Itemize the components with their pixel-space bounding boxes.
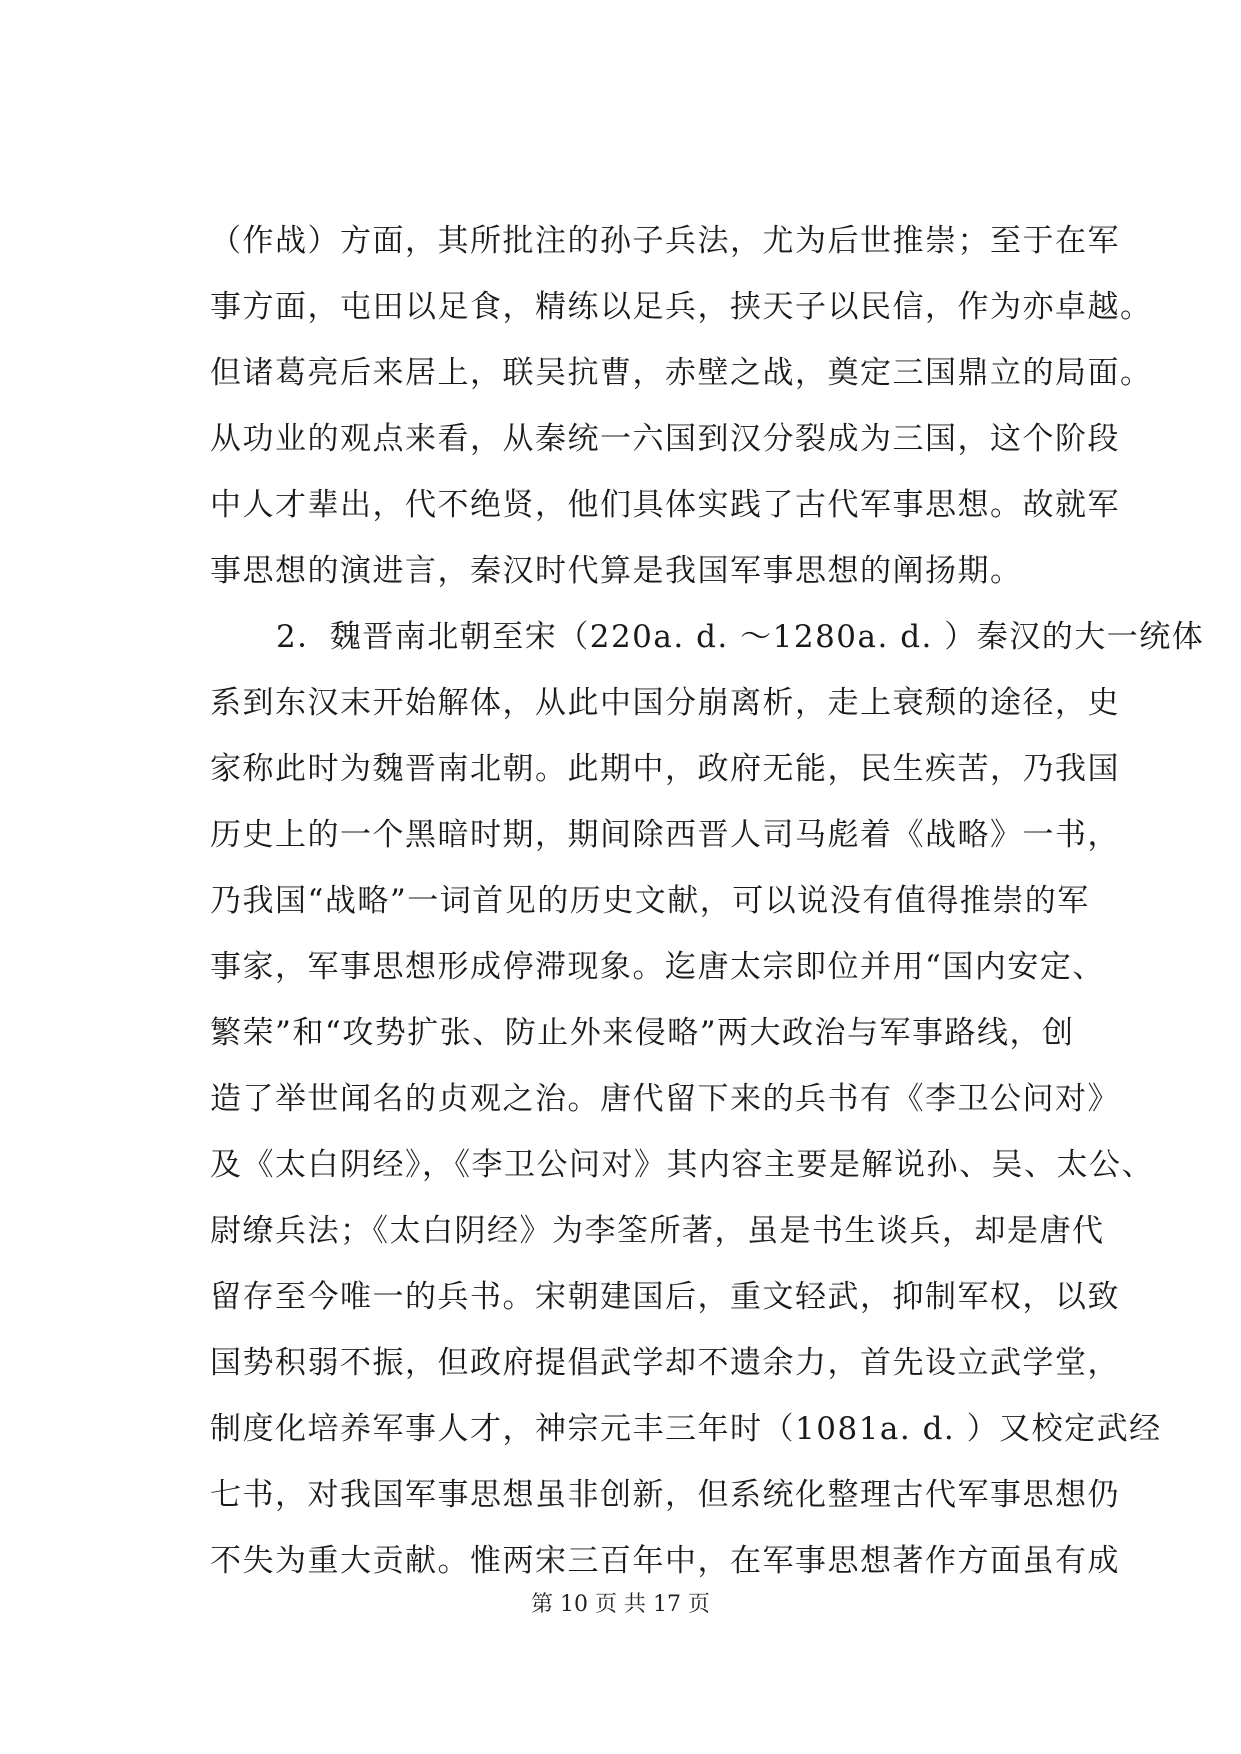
text-line: 及《太白阴经》，《李卫公问对》其内容主要是解说孙、吴、太公、 [210, 1147, 1154, 1183]
text-line: 但诸葛亮后来居上，联吴抗曹，赤壁之战，奠定三国鼎立的局面。 [210, 355, 1153, 391]
text-line: 不失为重大贡献。惟两宋三百年中，在军事思想著作方面虽有成 [210, 1543, 1120, 1579]
text-line: 事家，军事思想形成停滞现象。迄唐太宗即位并用“国内安定、 [210, 949, 1105, 985]
text-line: （作战）方面，其所批注的孙子兵法，尤为后世推崇；至于在军 [210, 223, 1120, 259]
text-line: 事思想的演进言，秦汉时代算是我国军事思想的阐扬期。 [210, 553, 1023, 589]
page-number-footer: 第 10 页 共 17 页 [531, 1592, 710, 1617]
text-line: 事方面，屯田以足食，精练以足兵，挟天子以民信，作为亦卓越。 [210, 289, 1153, 325]
text-line: 中人才辈出，代不绝贤，他们具体实践了古代军事思想。故就军 [210, 487, 1120, 523]
text-line: 家称此时为魏晋南北朝。此期中，政府无能，民生疾苦，乃我国 [210, 751, 1120, 787]
text-line: 从功业的观点来看，从秦统一六国到汉分裂成为三国，这个阶段 [210, 421, 1120, 457]
text-line: 繁荣”和“攻势扩张、防止外来侵略”两大政治与军事路线，创 [210, 1015, 1075, 1051]
text-line: 七书，对我国军事思想虽非创新，但系统化整理古代军事思想仍 [210, 1477, 1120, 1513]
text-line: 尉缭兵法；《太白阴经》为李筌所著，虽是书生谈兵，却是唐代 [210, 1213, 1105, 1249]
text-line: 留存至今唯一的兵书。宋朝建国后，重文轻武，抑制军权，以致 [210, 1279, 1120, 1315]
text-line: 系到东汉末开始解体，从此中国分崩离析，走上衰颓的途径，史 [210, 685, 1120, 721]
text-line-paragraph-start: 2．魏晋南北朝至宋（220a. d. ～1280a. d. ）秦汉的大一统体 [276, 619, 1205, 655]
text-line: 历史上的一个黑暗时期，期间除西晋人司马彪着《战略》一书， [210, 817, 1120, 853]
document-body [210, 208, 1205, 1594]
text-line: 造了举世闻名的贞观之治。唐代留下来的兵书有《李卫公问对》 [210, 1081, 1120, 1117]
text-line: 制度化培养军事人才，神宗元丰三年时（1081a. d. ）又校定武经 [210, 1411, 1162, 1447]
text-line: 国势积弱不振，但政府提倡武学却不遗余力，首先设立武学堂， [210, 1345, 1120, 1381]
text-line: 乃我国“战略”一词首见的历史文献，可以说没有值得推崇的军 [210, 883, 1090, 919]
